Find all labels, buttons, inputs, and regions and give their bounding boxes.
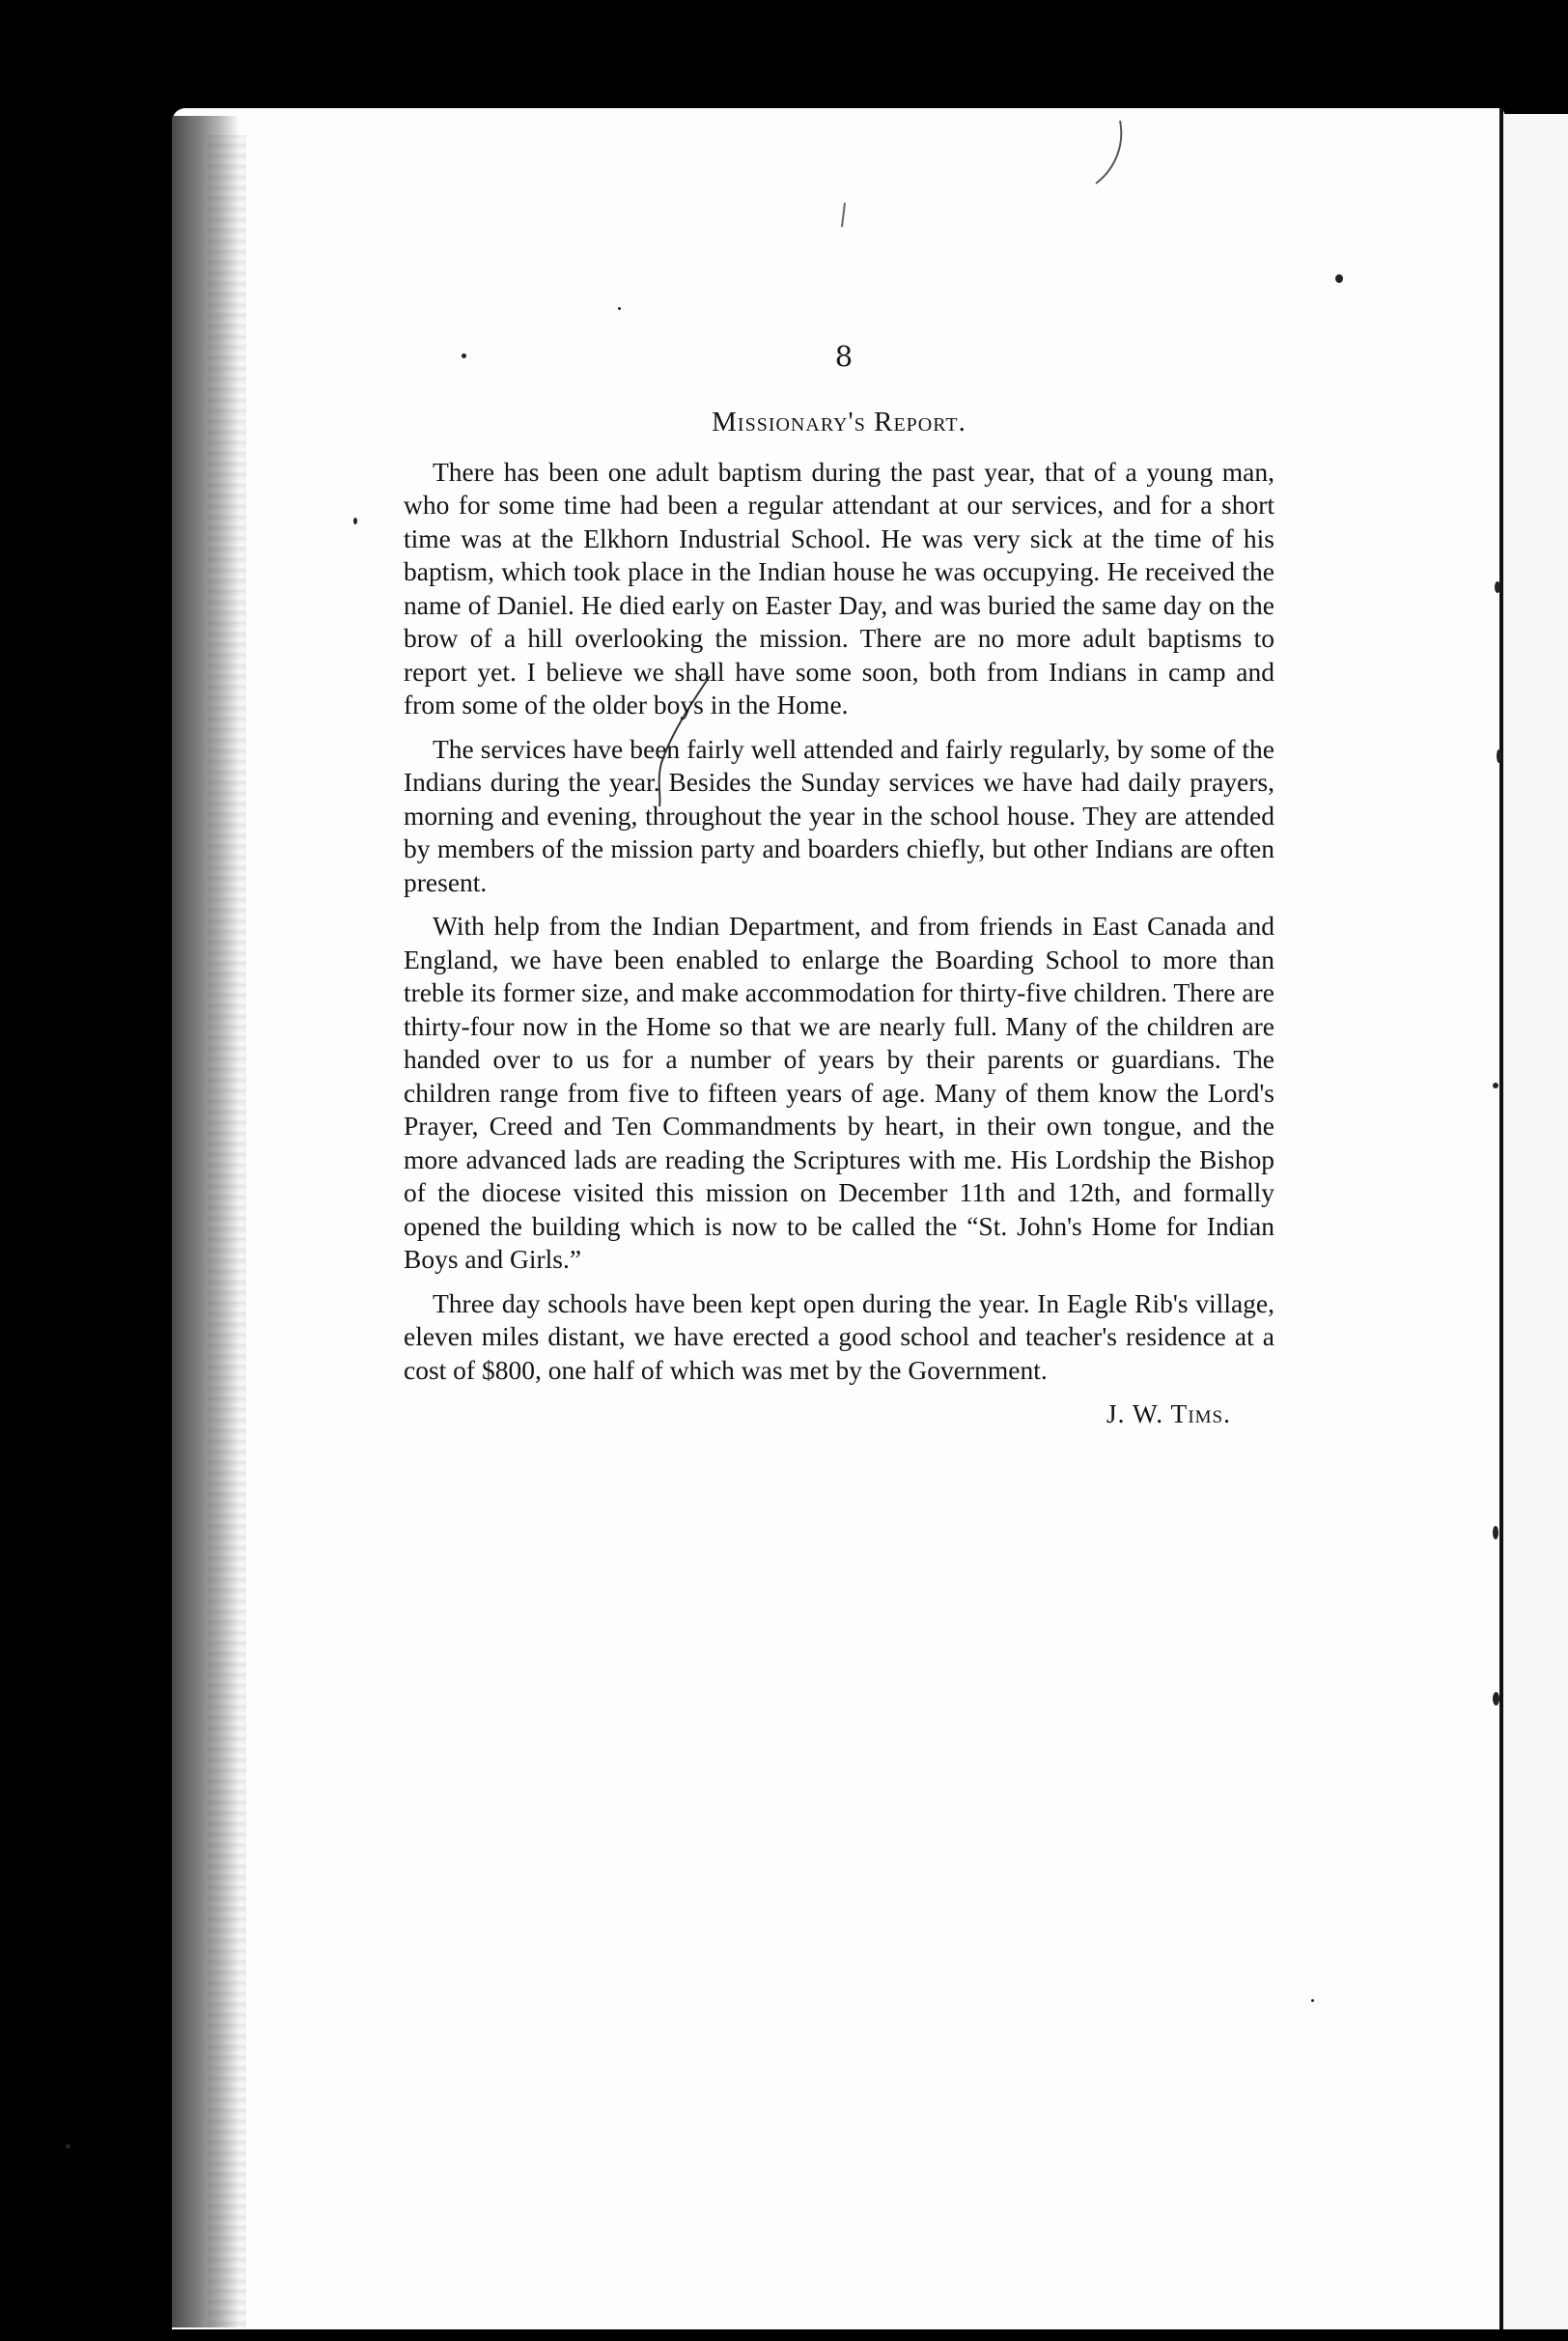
- paragraph: Three day schools have been kept open during the year. In Eagle Rib's village, eleven miles distant, we have erected a good school and teacher's residence at a cost of $800, one half of which was met by the Government.: [404, 1287, 1274, 1385]
- facing-page-strip: [1503, 114, 1568, 2329]
- speck: [353, 518, 357, 524]
- report-body: [404, 406, 1274, 1431]
- speck: [66, 2144, 70, 2149]
- speck: [1335, 274, 1343, 283]
- signature: J. W. Tims.: [1106, 1398, 1231, 1428]
- book-spine-line: [1499, 108, 1503, 2329]
- pencil-mark: [1081, 116, 1159, 193]
- speck: [1497, 749, 1501, 763]
- page-edge-texture: [208, 135, 246, 2327]
- pencil-mark: [830, 198, 859, 237]
- speck: [1493, 1083, 1498, 1088]
- speck: [1495, 581, 1500, 593]
- paragraph: There has been one adult baptism during the past year, that of a young man, who for some time had been a regular attendant at our services, and for a short time was at the Elkhorn Industrial School. He was very sick at the time of his baptism, which took place in the Indian house he was occupying. He received the name of Daniel. He died early on Easter Day, and was buried the same day on the brow of a hill overlooking the mission. There are no more adult baptisms to report yet. I believe we shall have some soon, both from Indians in camp and from some of the older boys in the Home.: [404, 456, 1274, 719]
- speck: [1493, 1526, 1498, 1539]
- paragraph: With help from the Indian Department, and from friends in East Canada and England, we have been enabled to enlarge the Boarding School to more than treble its former size, and make accommodation for thirty-five children. There are thirty-four now in the Home so that we are nearly full. Many of the children are handed over to us for a number of years by their parents or guardians. The children range from five to fifteen years of age. Many of them know the Lord's Prayer, Creed and Ten Commandments by heart, in their own tongue, and the more advanced lads are reading the Scriptures with me. His Lordship the Bishop of the diocese visited this mission on December 11th and 12th, and formally opened the building which is now to be called the “St. John's Home for Indian Boys and Girls.”: [404, 911, 1274, 1274]
- paragraph: The services have been fairly well attended and fairly regularly, by some of the Indians during the year. Besides the Sunday services we have had daily prayers, morning and evening, throughout the year in the school house. They are attended by members of the mission party and boarders chiefly, but other Indians are often present.: [404, 733, 1274, 897]
- speck: [1311, 1999, 1314, 2002]
- speck: [618, 307, 621, 310]
- page-number: 8: [834, 340, 854, 373]
- speck: [1493, 1692, 1499, 1706]
- page-heading: Missionary's Report.: [712, 407, 966, 437]
